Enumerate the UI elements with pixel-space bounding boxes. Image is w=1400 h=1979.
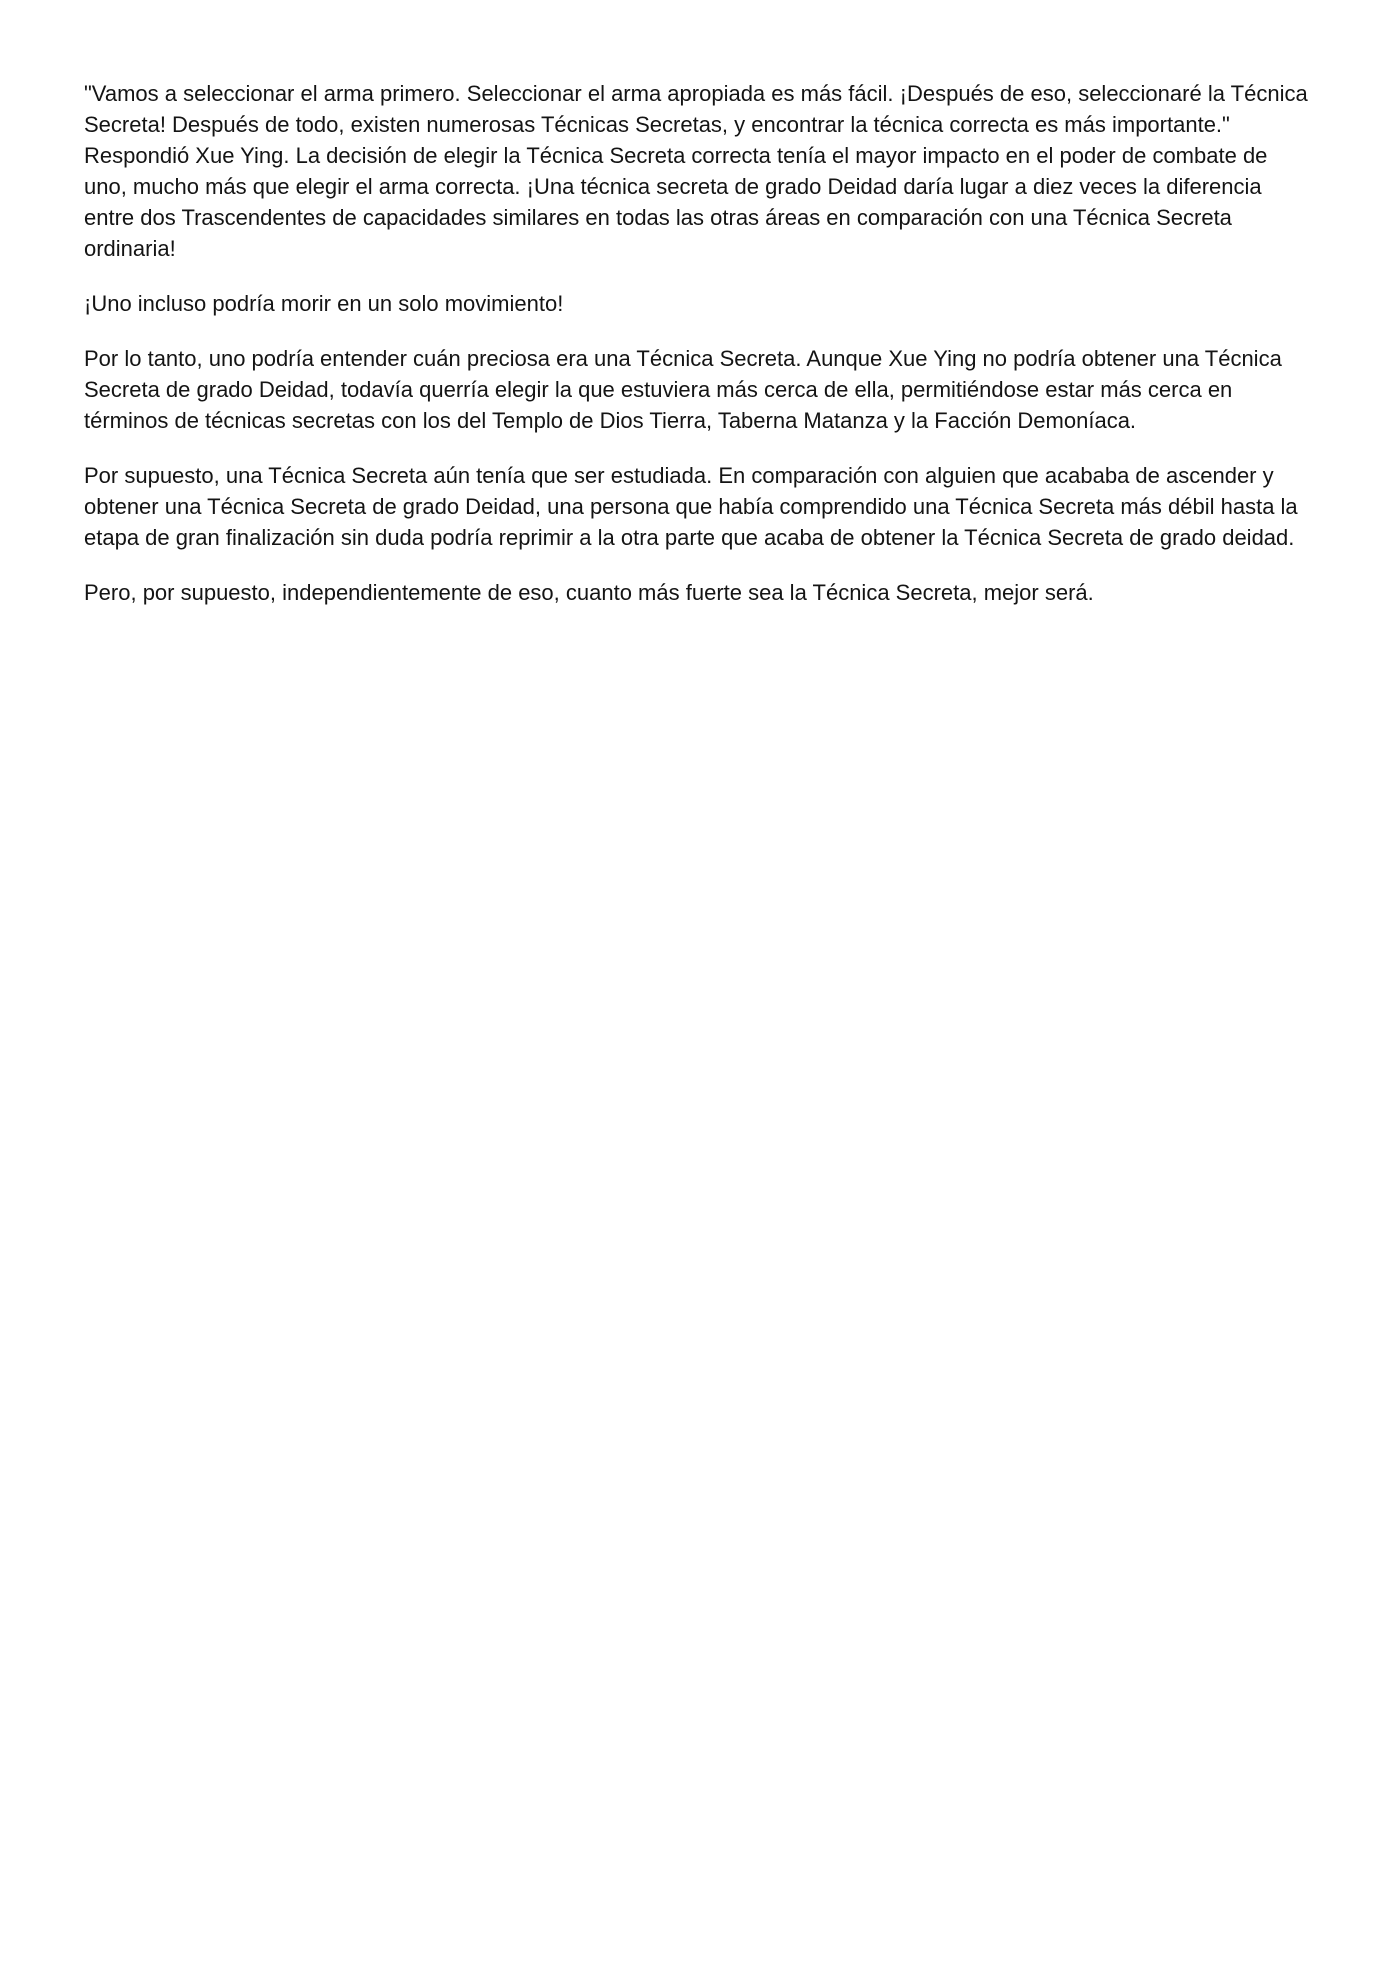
paragraph-4: Por supuesto, una Técnica Secreta aún tenía que ser estudiada. En comparación con alguien que acababa de ascender y obtener una Técnica Secreta de grado Deidad, una persona que había comprendido una Técnica Secreta más débil hasta la etapa de gran finalización sin duda podría reprimir a la otra parte que acaba de obtener la Técnica Secreta de grado deidad. [84, 463, 1298, 550]
document-body [84, 78, 1316, 608]
paragraph-5: Pero, por supuesto, independientemente de eso, cuanto más fuerte sea la Técnica Secreta, mejor será. [84, 580, 1094, 605]
paragraph-1: "Vamos a seleccionar el arma primero. Seleccionar el arma apropiada es más fácil. ¡Después de eso, seleccionaré la Técnica Secreta! Después de todo, existen numerosas Técnicas Secretas, y encontrar la técnica correcta es más importante." Respondió Xue Ying. La decisión de elegir la Técnica Secreta correcta tenía el mayor impacto en el poder de combate de uno, mucho más que elegir el arma correcta. ¡Una técnica secreta de grado Deidad daría lugar a diez veces la diferencia entre dos Trascendentes de capacidades similares en todas las otras áreas en comparación con una Técnica Secreta ordinaria! [84, 81, 1308, 261]
paragraph-3: Por lo tanto, uno podría entender cuán preciosa era una Técnica Secreta. Aunque Xue Ying no podría obtener una Técnica Secreta de grado Deidad, todavía querría elegir la que estuviera más cerca de ella, permitiéndose estar más cerca en términos de técnicas secretas con los del Templo de Dios Tierra, Taberna Matanza y la Facción Demoníaca. [84, 346, 1282, 433]
paragraph-2: ¡Uno incluso podría morir en un solo movimiento! [84, 291, 564, 316]
